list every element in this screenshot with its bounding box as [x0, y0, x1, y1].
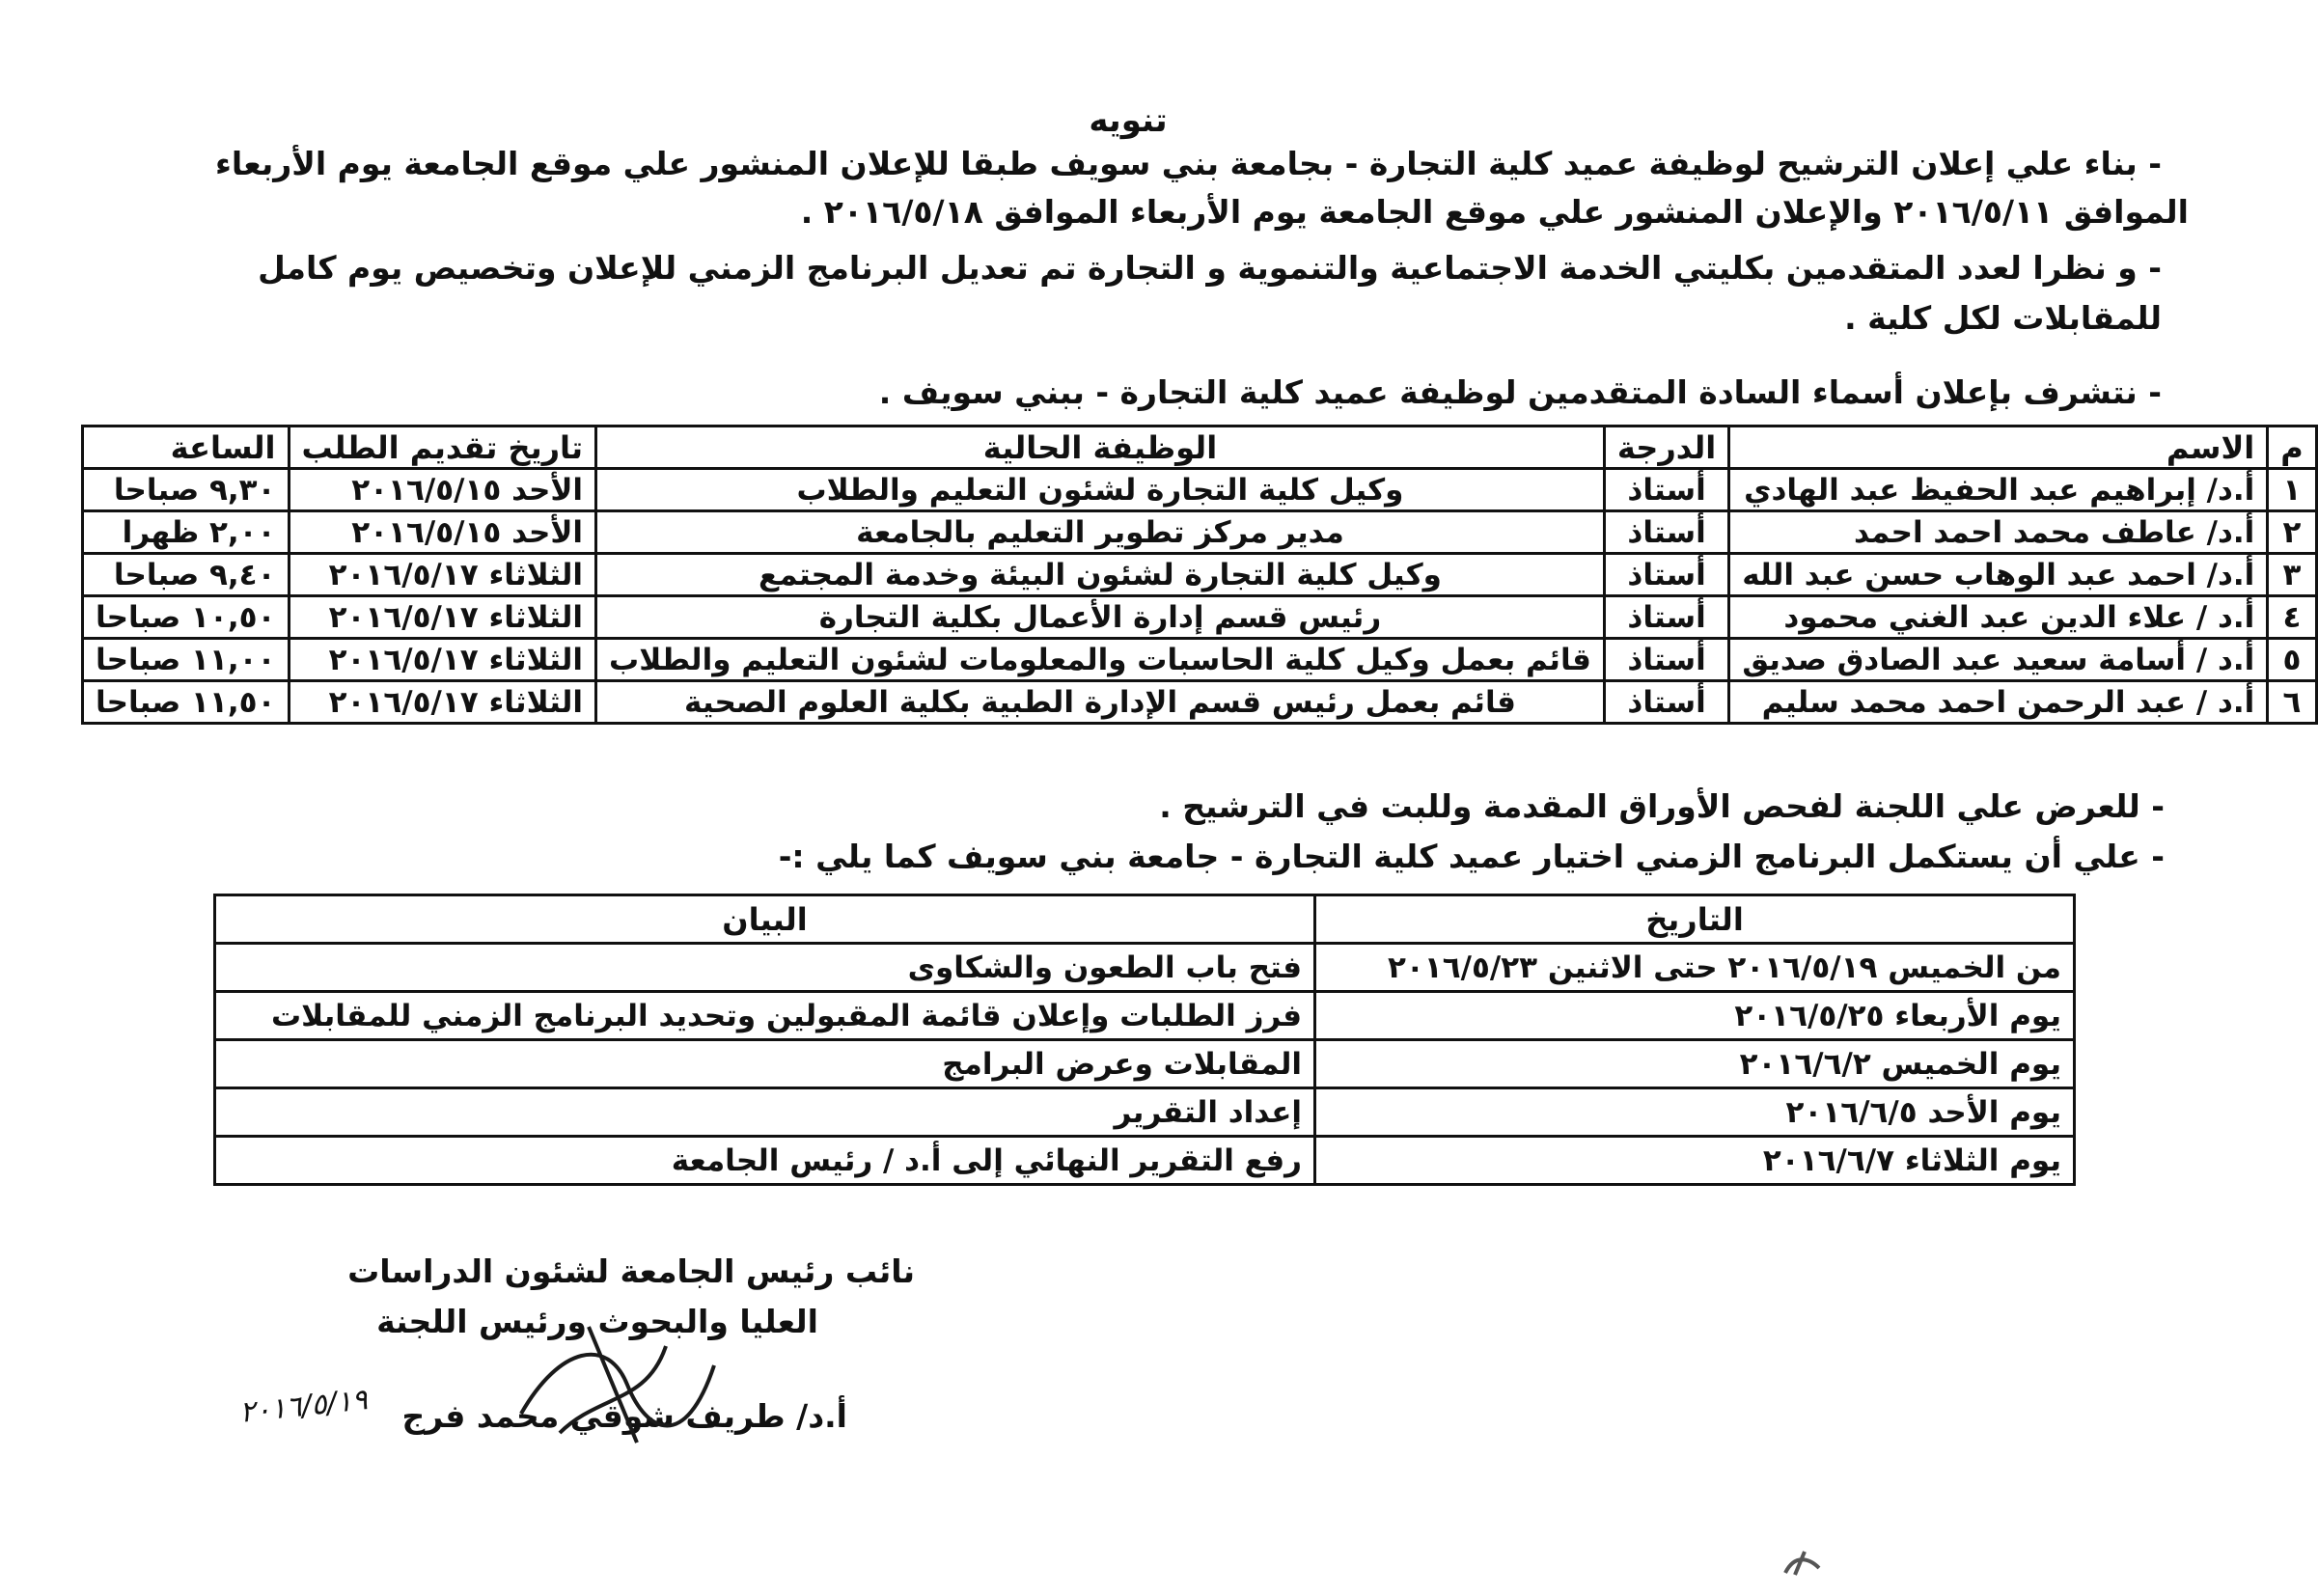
header-date: تاريخ تقديم الطلب	[289, 427, 596, 469]
cell-date: يوم الأربعاء ٢٠١٦/٥/٢٥	[1315, 992, 2075, 1040]
after-table-line-2: - علي أن يستكمل البرنامج الزمني اختيار عميد كلية التجارة - جامعة بني سويف كما يلي :-	[778, 838, 2165, 875]
cell-date: الثلاثاء ٢٠١٦/٥/١٧	[289, 639, 596, 681]
paper-mark	[1776, 1544, 1834, 1582]
cell-idx: ٥	[2268, 639, 2316, 681]
table-row	[83, 511, 2317, 554]
cell-rank: أستاذ	[1604, 681, 1728, 724]
cell-name: أ.د/ إبراهيم عبد الحفيظ عبد الهادي	[1729, 469, 2268, 511]
header-idx: م	[2268, 427, 2316, 469]
table-header-row	[215, 895, 2075, 944]
cell-time: ٩,٣٠ صباحا	[83, 469, 290, 511]
cell-date: الثلاثاء ٢٠١٦/٥/١٧	[289, 681, 596, 724]
cell-rank: أستاذ	[1604, 596, 1728, 639]
table-row	[83, 596, 2317, 639]
cell-name: أ.د / عبد الرحمن احمد محمد سليم	[1729, 681, 2268, 724]
cell-idx: ٣	[2268, 554, 2316, 596]
after-table-line-1: - للعرض علي اللجنة لفحص الأوراق المقدمة وللبت في الترشيح .	[1159, 787, 2165, 825]
cell-time: ١٠,٥٠ صباحا	[83, 596, 290, 639]
cell-date: الأحد ٢٠١٦/٥/١٥	[289, 511, 596, 554]
cell-time: ١١,٥٠ صباحا	[83, 681, 290, 724]
cell-name: أ.د/ عاطف محمد احمد احمد	[1729, 511, 2268, 554]
cell-desc: فتح باب الطعون والشكاوى	[215, 944, 1315, 992]
cell-date: يوم الثلاثاء ٢٠١٦/٦/٧	[1315, 1137, 2075, 1185]
cell-time: ٩,٤٠ صباحا	[83, 554, 290, 596]
schedule-table-body	[215, 944, 2075, 1185]
cell-job: مدير مركز تطوير التعليم بالجامعة	[596, 511, 1605, 554]
header-date: التاريخ	[1315, 895, 2075, 944]
cell-name: أ.د / علاء الدين عبد الغني محمود	[1729, 596, 2268, 639]
cell-job: رئيس قسم إدارة الأعمال بكلية التجارة	[596, 596, 1605, 639]
signatory-name: أ.د/ طريف شوقي محمد فرج	[401, 1397, 847, 1435]
cell-time: ٢,٠٠ ظهرا	[83, 511, 290, 554]
paragraph-4: للمقابلات لكل كلية .	[1844, 299, 2162, 337]
paragraph-2: الموافق ٢٠١٦/٥/١١ والإعلان المنشور علي موقع الجامعة يوم الأربعاء الموافق ٢٠١٦/٥/١٨ .	[800, 193, 2189, 231]
cell-date: يوم الخميس ٢٠١٦/٦/٢	[1315, 1040, 2075, 1088]
cell-job: قائم بعمل رئيس قسم الإدارة الطبية بكلية العلوم الصحية	[596, 681, 1605, 724]
cell-desc: فرز الطلبات وإعلان قائمة المقبولين وتحديد البرنامج الزمني للمقابلات	[215, 992, 1315, 1040]
cell-rank: أستاذ	[1604, 639, 1728, 681]
paragraph-3: - و نظرا لعدد المتقدمين بكليتي الخدمة الاجتماعية والتنموية و التجارة تم تعديل البرنامج الزمني للإعلان وتخصيص يوم كامل	[258, 249, 2162, 287]
table-row	[83, 469, 2317, 511]
cell-date: الثلاثاء ٢٠١٦/٥/١٧	[289, 554, 596, 596]
applicants-table	[81, 425, 2318, 725]
schedule-table	[213, 894, 2076, 1186]
signature-scribble	[502, 1307, 733, 1462]
table-row	[83, 554, 2317, 596]
cell-date: يوم الأحد ٢٠١٦/٦/٥	[1315, 1088, 2075, 1137]
table-row	[83, 681, 2317, 724]
header-time: الساعة	[83, 427, 290, 469]
cell-rank: أستاذ	[1604, 511, 1728, 554]
table-header-row	[83, 427, 2317, 469]
cell-idx: ٦	[2268, 681, 2316, 724]
signature-title-line-1: نائب رئيس الجامعة لشئون الدراسات	[347, 1252, 915, 1290]
table-row	[215, 992, 2075, 1040]
handwritten-date: ٢٠١٦/٥/١٩	[237, 1383, 370, 1430]
cell-time: ١١,٠٠ صباحا	[83, 639, 290, 681]
cell-date: الثلاثاء ٢٠١٦/٥/١٧	[289, 596, 596, 639]
applicants-table-body	[83, 469, 2317, 724]
cell-desc: المقابلات وعرض البرامج	[215, 1040, 1315, 1088]
cell-job: وكيل كلية التجارة لشئون التعليم والطلاب	[596, 469, 1605, 511]
cell-rank: أستاذ	[1604, 469, 1728, 511]
page-title: تنويه	[1089, 101, 1168, 140]
table-row	[83, 639, 2317, 681]
cell-desc: رفع التقرير النهائي إلى أ.د / رئيس الجامعة	[215, 1137, 1315, 1185]
cell-idx: ٤	[2268, 596, 2316, 639]
paragraph-5: - نتشرف بإعلان أسماء السادة المتقدمين لوظيفة عميد كلية التجارة - ببني سويف .	[878, 373, 2162, 411]
cell-desc: إعداد التقرير	[215, 1088, 1315, 1137]
cell-job: وكيل كلية التجارة لشئون البيئة وخدمة المجتمع	[596, 554, 1605, 596]
cell-date: الأحد ٢٠١٦/٥/١٥	[289, 469, 596, 511]
cell-rank: أستاذ	[1604, 554, 1728, 596]
header-desc: البيان	[215, 895, 1315, 944]
cell-job: قائم بعمل وكيل كلية الحاسبات والمعلومات لشئون التعليم والطلاب	[596, 639, 1605, 681]
cell-name: أ.د / أسامة سعيد عبد الصادق صديق	[1729, 639, 2268, 681]
header-rank: الدرجة	[1604, 427, 1728, 469]
cell-date: من الخميس ٢٠١٦/٥/١٩ حتى الاثنين ٢٠١٦/٥/٢٣	[1315, 944, 2075, 992]
table-row	[215, 1040, 2075, 1088]
paragraph-1: - بناء علي إعلان الترشيح لوظيفة عميد كلية التجارة - بجامعة بني سويف طبقا للإعلان المنشور علي موقع الجامعة يوم الأربعاء	[215, 145, 2162, 182]
table-row	[215, 944, 2075, 992]
table-row	[215, 1088, 2075, 1137]
signature-title-line-2: العليا والبحوث ورئيس اللجنة	[376, 1303, 818, 1340]
header-job: الوظيفة الحالية	[596, 427, 1605, 469]
cell-name: أ.د/ احمد عبد الوهاب حسن عبد الله	[1729, 554, 2268, 596]
cell-idx: ٢	[2268, 511, 2316, 554]
header-name: الاسم	[1729, 427, 2268, 469]
cell-idx: ١	[2268, 469, 2316, 511]
table-row	[215, 1137, 2075, 1185]
